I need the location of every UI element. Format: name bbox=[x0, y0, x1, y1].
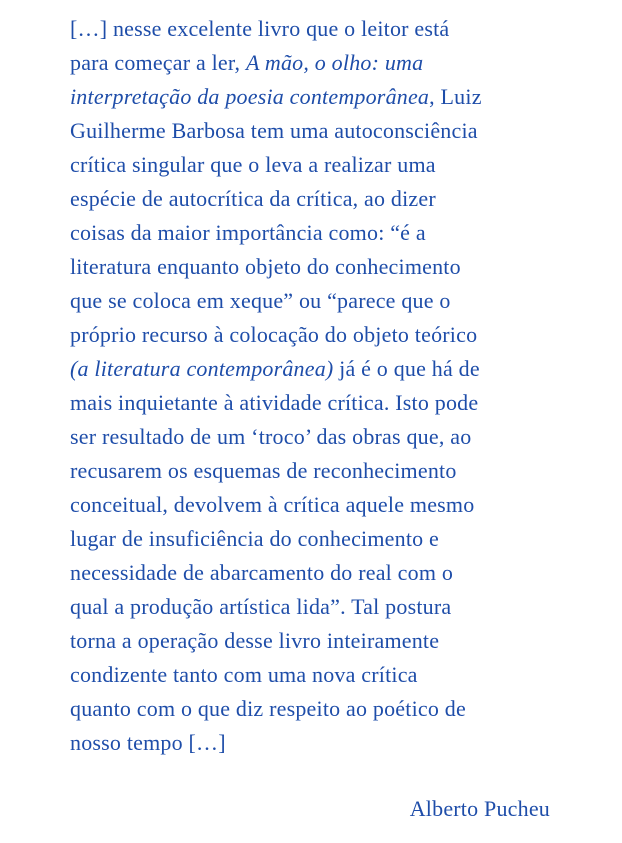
quote-run: para começar a ler, bbox=[70, 50, 246, 75]
quote-run: próprio recurso à colocação do objeto teórico bbox=[70, 322, 478, 347]
quote-line bbox=[70, 318, 550, 352]
quote-run: recusarem os esquemas de reconhecimento bbox=[70, 458, 457, 483]
quote-run: já é o que há de bbox=[333, 356, 480, 381]
quote-line bbox=[70, 182, 550, 216]
quote-line bbox=[70, 454, 550, 488]
quote-line bbox=[70, 658, 550, 692]
quote-run: mais inquietante à atividade crítica. Isto pode bbox=[70, 390, 479, 415]
quote-line bbox=[70, 590, 550, 624]
quote-line bbox=[70, 420, 550, 454]
quote-run: conceitual, devolvem à crítica aquele mesmo bbox=[70, 492, 475, 517]
quote-run: […] nesse excelente livro que o leitor está bbox=[70, 16, 450, 41]
quote-line bbox=[70, 80, 550, 114]
quote-line bbox=[70, 250, 550, 284]
quote-run: condizente tanto com uma nova crítica bbox=[70, 662, 418, 687]
quote-run: torna a operação desse livro inteiramente bbox=[70, 628, 440, 653]
quote-text bbox=[70, 12, 550, 760]
quote-line bbox=[70, 46, 550, 80]
quote-run: qual a produção artística lida”. Tal postura bbox=[70, 594, 452, 619]
quote-line bbox=[70, 488, 550, 522]
quote-run: literatura enquanto objeto do conhecimento bbox=[70, 254, 461, 279]
quote-run-italic: A mão, o olho: uma bbox=[245, 50, 424, 75]
quote-run: ser resultado de um ‘troco’ das obras que, ao bbox=[70, 424, 472, 449]
quote-line bbox=[70, 556, 550, 590]
attribution: Alberto Pucheu bbox=[409, 796, 550, 821]
quote-line bbox=[70, 148, 550, 182]
quote-line bbox=[70, 352, 550, 386]
quote-run: necessidade de abarcamento do real com o bbox=[70, 560, 454, 585]
quote-run: coisas da maior importância como: “é a bbox=[70, 220, 426, 245]
quote-line bbox=[70, 386, 550, 420]
quote-line bbox=[70, 726, 550, 760]
quote-line bbox=[70, 284, 550, 318]
quote-line bbox=[70, 12, 550, 46]
quote-line bbox=[70, 216, 550, 250]
quote-line bbox=[70, 692, 550, 726]
quote-line bbox=[70, 114, 550, 148]
quote-run: quanto com o que diz respeito ao poético de bbox=[70, 696, 466, 721]
quote-run: nosso tempo […] bbox=[70, 730, 226, 755]
quote-run: que se coloca em xeque” ou “parece que o bbox=[70, 288, 451, 313]
quote-run-italic: interpretação da poesia contemporânea bbox=[70, 84, 430, 109]
quote-run-italic: (a literatura contemporânea) bbox=[70, 356, 334, 381]
quote-run: lugar de insuficiência do conhecimento e bbox=[70, 526, 440, 551]
quote-run: Guilherme Barbosa tem uma autoconsciência bbox=[70, 118, 478, 143]
quote-run: crítica singular que o leva a realizar uma bbox=[70, 152, 436, 177]
quote-line bbox=[70, 624, 550, 658]
quote-run: espécie de autocrítica da crítica, ao dizer bbox=[70, 186, 436, 211]
quote-line bbox=[70, 522, 550, 556]
quote-run: , Luiz bbox=[429, 84, 482, 109]
